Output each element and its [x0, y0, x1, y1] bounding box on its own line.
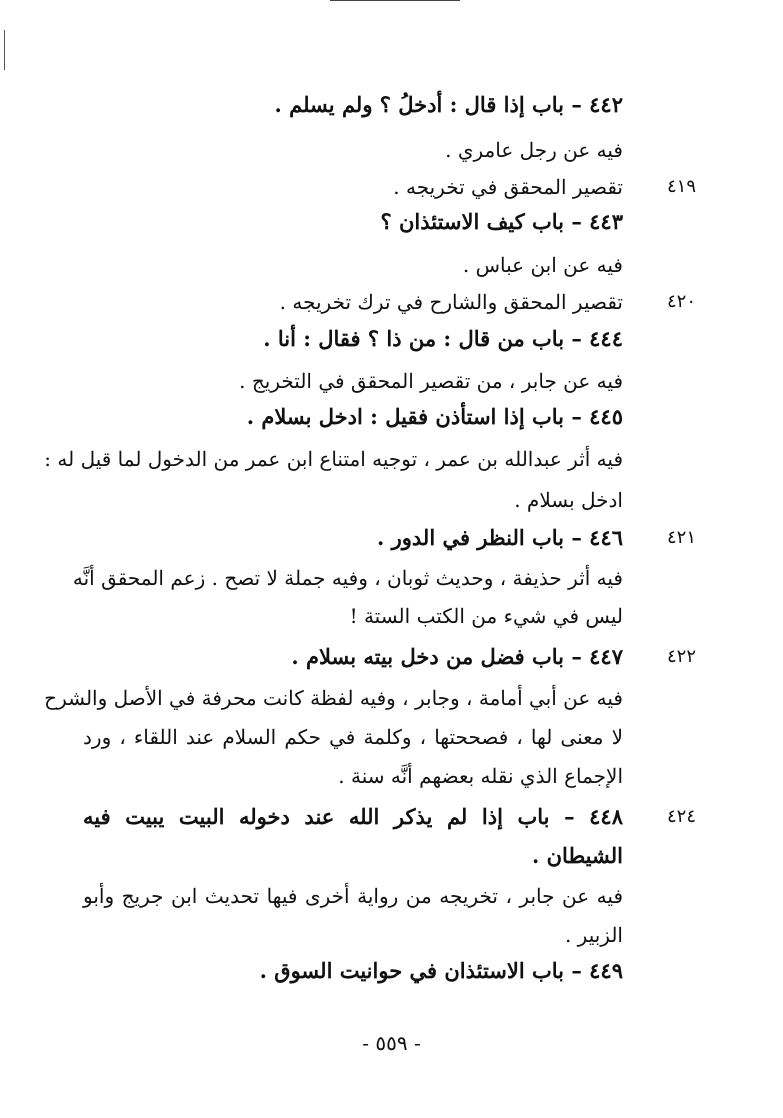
heading-444: ٤٤٤ – باب من قال : من ذا ؟ فقال : أنا . — [263, 326, 623, 351]
text-line: فيه عن أبي أمامة ، وجابر ، وفيه لفظة كانت محرفة في الأصل والشرح — [44, 686, 623, 710]
text-line: لا معنى لها ، فصححتها ، وكلمة في حكم السلام عند اللقاء ، ورد — [83, 725, 623, 749]
heading-443: ٤٤٣ – باب كيف الاستئذان ؟ — [380, 209, 623, 234]
heading-442: ٤٤٢ – باب إذا قال : أدخلُ ؟ ولم يسلم . — [274, 92, 623, 117]
page-number: - ٥٥٩ - — [362, 1031, 421, 1055]
text-line: فيه عن جابر ، من تقصير المحقق في التخريج . — [239, 369, 623, 393]
text-line: فيه عن ابن عباس . — [462, 253, 623, 277]
text-line: فيه أثر حذيفة ، وحديث ثوبان ، وفيه جملة لا تصح . زعم المحقق أنَّه — [72, 566, 623, 590]
edge-mark — [4, 30, 5, 70]
note-number-421: ٤٢١ — [666, 527, 696, 548]
heading-445: ٤٤٥ – باب إذا استأذن فقيل : ادخل بسلام . — [246, 404, 623, 429]
text-line: تقصير المحقق والشارح في ترك تخريجه . — [279, 290, 623, 314]
text-line: الإجماع الذي نقله بعضهم أنَّه سنة . — [338, 764, 623, 788]
text-line: ادخل بسلام . — [514, 488, 623, 512]
top-rule — [330, 0, 460, 1]
note-number-419: ٤١٩ — [666, 176, 696, 197]
text-line: فيه أثر عبدالله بن عمر ، توجيه امتناع ابن عمر من الدخول لما قيل له : — [44, 447, 623, 471]
note-number-424: ٤٢٤ — [666, 806, 696, 827]
text-line: الزبير . — [564, 923, 623, 947]
note-number-420: ٤٢٠ — [666, 291, 696, 312]
text-line: ليس في شيء من الكتب الستة ! — [349, 604, 623, 628]
heading-446: ٤٤٦ – باب النظر في الدور . — [377, 525, 623, 550]
text-line: فيه عن رجل عامري . — [445, 138, 623, 162]
heading-449: ٤٤٩ – باب الاستئذان في حوانيت السوق . — [259, 958, 623, 983]
text-line: فيه عن جابر ، تخريجه من رواية أخرى فيها تحديث ابن جريج وأبو — [83, 884, 623, 908]
heading-448: ٤٤٨ – باب إذا لم يذكر الله عند دخوله البيت يبيت فيه — [83, 804, 623, 829]
heading-448-cont: الشيطان . — [532, 843, 623, 868]
heading-447: ٤٤٧ – باب فضل من دخل بيته بسلام . — [291, 644, 623, 669]
note-number-422: ٤٢٢ — [666, 646, 696, 667]
text-line: تقصير المحقق في تخريجه . — [393, 175, 623, 199]
